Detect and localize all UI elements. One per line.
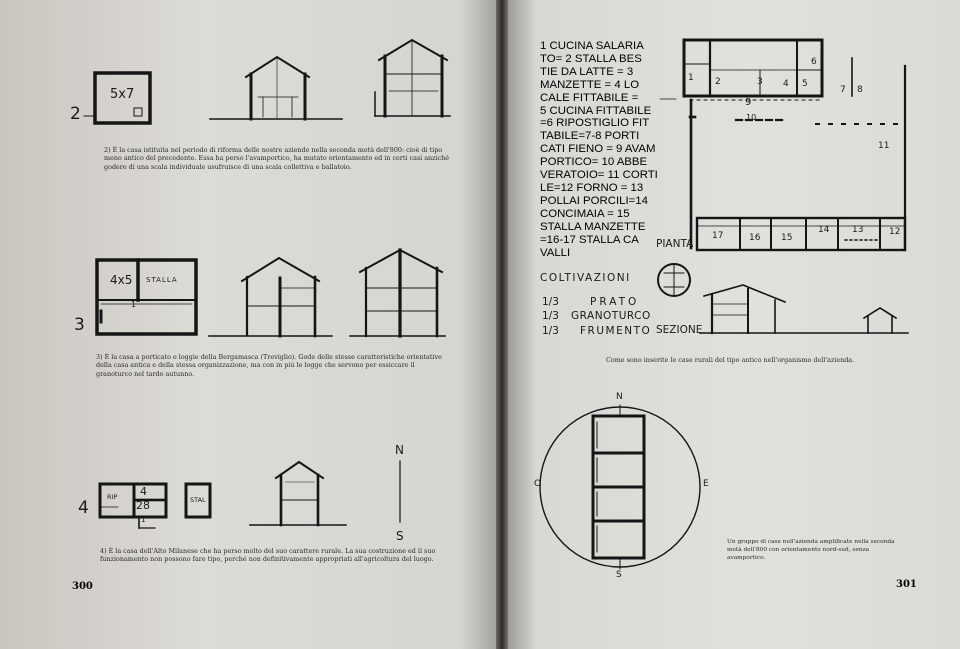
plan-number: 14 [818, 225, 830, 235]
plan-number: 12 [889, 227, 901, 237]
fig4-compass-s: S [396, 529, 404, 543]
legend-line: VERATOIO= 11 CORTI [540, 169, 658, 182]
fig4-room-rip: RIP [107, 493, 118, 501]
compass-e: E [703, 479, 709, 489]
legend-line: 5 CUCINA FITTABILE [540, 104, 652, 117]
plan-number: 7 [840, 85, 846, 95]
fig2-section-large [375, 40, 450, 116]
plan-number: 17 [712, 231, 724, 241]
fig3-stable-label: STALLA [146, 276, 178, 284]
left-page-number: 300 [72, 581, 93, 592]
plan-number: 4 [783, 79, 789, 89]
cultivation-fraction: 1/3 [542, 310, 559, 322]
legend-line: CALE FITTABILE = [540, 91, 639, 104]
plan-legend [540, 40, 658, 259]
fig4-plan [100, 484, 210, 528]
compass-o: O [534, 479, 542, 489]
plan-number: 8 [857, 85, 863, 95]
legend-line: POLLAI PORCILI=14 [540, 194, 648, 207]
legend-line: TIE DA LATTE = 3 [540, 65, 634, 78]
legend-line: PORTICO= 10 ABBE [540, 156, 648, 169]
cultivation-symbol [658, 264, 690, 296]
legend-line: 1 CUCINA SALARIA [540, 40, 644, 52]
fig3-section-small [209, 258, 332, 336]
fig3-plan-marker: 1 [131, 300, 137, 309]
right-page-number: 301 [896, 579, 917, 590]
legend-line: CATI FIENO = 9 AVAM [540, 143, 656, 156]
legend-line: VALLI [540, 246, 571, 259]
farm-section [700, 285, 908, 333]
legend-line: CONCIMAIA = 15 [540, 207, 630, 220]
legend-line: MANZETTE = 4 LO [540, 78, 640, 91]
legend-line: TABILE=7-8 PORTI [540, 130, 640, 143]
fig4-room-4: 4 [140, 485, 147, 498]
fig4-marker: 1 [141, 516, 146, 524]
fig2-section-small [210, 57, 342, 119]
fig3-section-large [350, 250, 445, 336]
fig2-plan-label: 5x7 [110, 87, 135, 102]
plan-number: 3 [757, 77, 763, 87]
section-title: SEZIONE [656, 324, 703, 336]
fig3-plan-label: 4x5 [110, 273, 133, 287]
plan-number: 5 [802, 79, 808, 89]
fig4-number: 4 [78, 498, 89, 518]
plan-title: PIANTA [656, 238, 694, 250]
plan-number: 13 [852, 225, 864, 235]
orientation-circle [540, 405, 700, 569]
legend-line: STALLA MANZETTE [540, 220, 646, 233]
fig4-caption: 4) È la casa dell'Alto Milanese che ha perso molto del suo carattere rurale. La sua costruzione ed il suo funzionamento non possono fare tipo, perché non definitivamente appropriati all'agricoltura del luogo. [100, 547, 436, 564]
plan-number: 11 [878, 141, 890, 151]
compass-s: S [616, 570, 622, 580]
cultivation-crop: FRUMENTO [580, 325, 652, 337]
fig4-room-stal: STAL [190, 496, 206, 504]
cultivation-crop: PRATO [590, 296, 640, 308]
fig4-section [250, 462, 346, 525]
cultivation-fraction: 1/3 [542, 296, 559, 308]
plan-number: 9 [745, 97, 752, 108]
plan-number: 10 [746, 113, 757, 122]
cultivation-crop: GRANOTURCO [571, 310, 651, 322]
fig3-caption: 3) È la casa a porticato e loggie della Bergamasca (Treviglio). Gode delle stesse caratteristiche orientative della casa antica e della stessa organizzazione, ma con in più le logge che servono per essiccare il granoturco nel tardo autunno. [96, 353, 442, 378]
compass-n: N [616, 392, 623, 402]
plan-number: 16 [749, 233, 761, 243]
plan-number: 1 [688, 73, 694, 83]
legend-line: TO= 2 STALLA BES [540, 52, 642, 65]
plan-number: 15 [781, 233, 793, 243]
plan-number: 2 [715, 77, 721, 87]
fig4-room-28: 28 [136, 499, 150, 512]
farm-plan [660, 40, 905, 250]
cultivation-fraction: 1/3 [542, 325, 559, 337]
caption-main: Come sono inserite le case rurali del tipo antico nell'organismo dell'azienda. [606, 356, 855, 364]
legend-line: =16-17 STALLA CA [540, 233, 639, 246]
fig2-number: 2 [70, 104, 81, 124]
fig3-number: 3 [74, 315, 85, 335]
cultivation-title: COLTIVAZIONI [540, 272, 631, 284]
fig3-plan [97, 260, 196, 334]
caption-group: Un gruppo di case nell'azienda amplificate nella seconda metà dell'800 con orientamento nord-sud, senza avamportico. [727, 539, 895, 561]
fig2-caption: 2) È la casa istituita nel periodo di riforma delle nostre aziende nella seconda metà dell'800: cioè di tipo meno antico del precedente. Essa ha perso l'avamportico, ha mutato orientamento ed in certi casi anziché godere di una scala individuale usufruisce di una scala collettiva e ballatoio. [104, 146, 450, 171]
legend-line: LE=12 FORNO = 13 [540, 181, 644, 194]
plan-number: 6 [811, 57, 817, 67]
legend-line: =6 RIPOSTIGLIO FIT [540, 117, 650, 130]
fig4-compass-n: N [395, 443, 404, 457]
